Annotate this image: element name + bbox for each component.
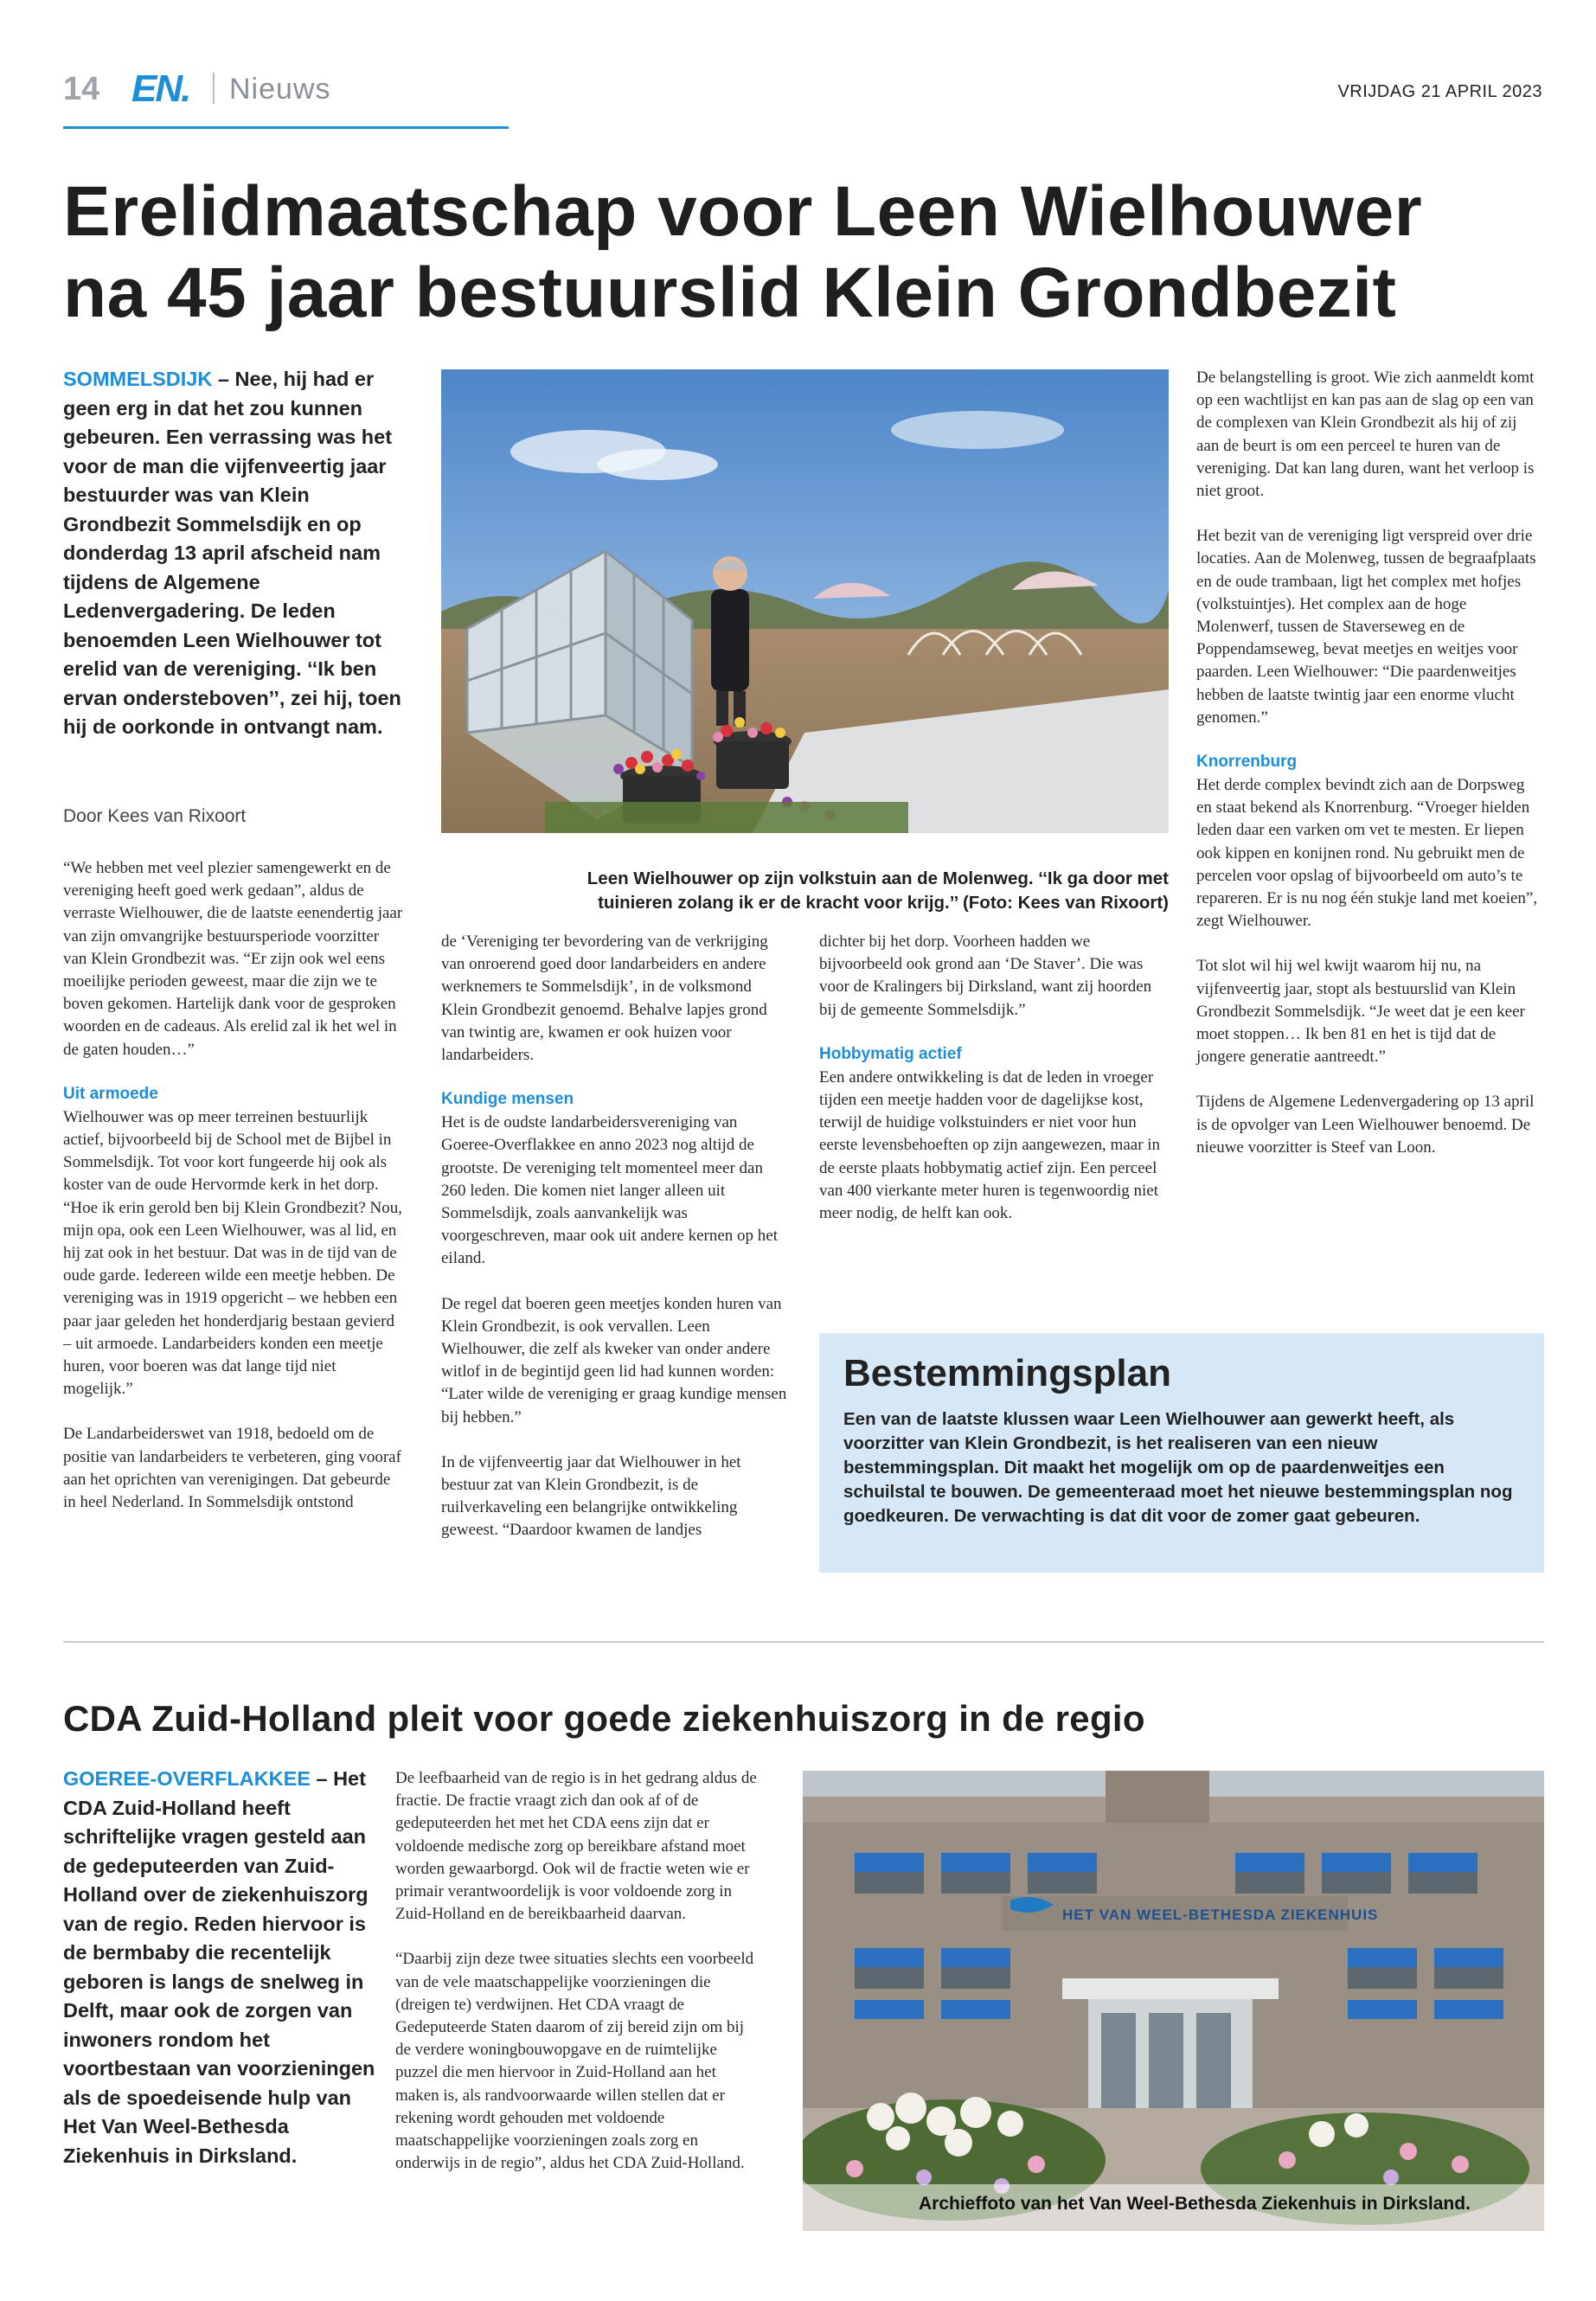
headline-line-2: na 45 jaar bestuurslid Klein Grondbezit bbox=[63, 253, 1397, 332]
subheading: Knorrenburg bbox=[1196, 753, 1298, 772]
article-column-2 bbox=[441, 931, 787, 1565]
photo2-caption: Archieffoto van het Van Weel-Bethesda Ziekenhuis in Dirksland. bbox=[919, 2194, 1471, 2214]
article-headline bbox=[63, 171, 1534, 334]
article-column-4 bbox=[1196, 367, 1542, 1182]
photo-hospital bbox=[803, 1771, 1544, 2231]
article2-column bbox=[395, 1767, 763, 2197]
intro-text: – Nee, hij had er geen erg in dat het zou kunnen gebeuren. Een verrassing was het voor de man die vijfenveertig jaar bestuurder was van Klein Grondbezit Sommelsdijk en op donderdag 13 april afscheid nam tijdens de Algemene Ledenvergadering. De leden benoemden Leen Wielhouwer tot erelid van de vereniging. ‘‘Ik ben ervan ondersteboven’’, zei hij, toen hij de oorkonde in ontvangt nam. bbox=[63, 368, 401, 738]
photo-caption bbox=[437, 867, 1169, 915]
info-box bbox=[819, 1333, 1544, 1573]
paragraph: “We hebben met veel plezier samengewerkt en de vereniging heeft goed werk gedaan”, aldus de verraste Wielhouwer, die de laatste eenendertig jaar van zijn omvangrijke bestuursperiode voorzitter van Klein Grondbezit was. “Er zijn ook wel eens moeilijke perioden geweest, maar die zijn we te boven gekomen. Hartelijk dank voor de gesproken woorden en de cadeaus. Als erelid zal ik het wel in de gaten houden…” bbox=[63, 859, 403, 1059]
paragraph: De leefbaarheid van de regio is in het gedrang aldus de fractie. De fractie vraagt zich dan ook af of de gedeputeerden het met het CDA eens zijn dat er voldoende medische zorg op bereikbare afstand moet worden gewaarborgd. Ook wil de fractie weten wie er primair verantwoordelijk is voor voldoende zorg in Zuid-Holland en de bereikbaarheid daarvan. bbox=[395, 1769, 757, 1924]
caption-line-2: tuinieren zolang ik er de kracht voor krijg.’’ (Foto: Kees van Rixoort) bbox=[598, 893, 1169, 913]
paragraph: Wielhouwer was op meer terreinen bestuurlijk actief, bijvoorbeeld bij de School met de Bijbel in Sommelsdijk. Tot voor kort fungeerde hij ook als koster van de oude Hervormde kerk in het dorp. “Hoe ik erin gerold ben bij Klein Grondbezit? Nou, mijn opa, ook een Leen Wielhouwer, was al lid, en hij zat ook in het bestuur. Dat was in de tijd van de oude garde. Iedereen wilde een meetje hebben. De vereniging was in 1919 opgericht – we hebben een paar jaar geleden het honderdjarig bestaan gevierd – uit armoede. Landarbeiders konden een meetje huren, voor boeren was dat lange tijd niet mogelijk.” bbox=[63, 1107, 403, 1399]
paragraph: Tot slot wil hij wel kwijt waarom hij nu, na vijfenveertig jaar, stopt als bestuurslid van Klein Grondbezit Sommelsdijk. “Je weet dat je een keer moet stoppen… Ik ben 81 en het is tijd dat de jongere generatie aantreedt.” bbox=[1196, 957, 1525, 1067]
header-separator bbox=[213, 73, 215, 104]
paragraph: Tijdens de Algemene Ledenvergadering op 13 april is de opvolger van Leen Wielhouwer benoemd. De nieuwe voorzitter is Steef van Loon. bbox=[1196, 1093, 1535, 1157]
paragraph: De belangstelling is groot. Wie zich aanmeldt komt op een wachtlijst en kan pas aan de slag op een van de complexen van Klein Grondbezit als hij of zij aan de beurt is om een perceel te huren van de vereniging. Dat kan lang duren, want het verloop is niet groot. bbox=[1196, 369, 1535, 501]
paragraph: Een andere ontwikkeling is dat de leden in vroeger tijden een meetje hadden voor de dagelijkse kost, terwijl de huidige volkstuinders er niet voor hun eerste levensbehoeften op zijn aangewezen, maar in de eerste plaats hobbymatig actief zijn. Een perceel van 400 vierkante meter huren is tegenwoordig niet meer nodig, de helft kan ook. bbox=[819, 1067, 1161, 1223]
subheading: Hobbymatig actief bbox=[819, 1044, 962, 1063]
page-number: 14 bbox=[63, 71, 100, 107]
article2-intro bbox=[63, 1765, 383, 2170]
article2-intro-text: – Het CDA Zuid-Holland heeft schriftelijke vragen gesteld aan de gedeputeerden van Zuid-Holland over de ziekenhuiszorg van de regio. Reden hiervoor is de bermbaby die recentelijk geboren is langs de snelweg in Delft, maar ook de zorgen van inwoners rondom het voortbestaan van voorzieningen als de spoedeisende hulp van Het Van Weel-Bethesda Ziekenhuis in Dirksland. bbox=[63, 1767, 375, 2167]
article-divider bbox=[63, 1641, 1544, 1643]
newspaper-logo: EN. bbox=[131, 67, 190, 110]
article2-dateline: GOEREE-OVERFLAKKEE bbox=[63, 1767, 311, 1790]
paragraph: dichter bij het dorp. Voorheen hadden we bijvoorbeeld ook grond aan ‘De Staver’. Die was voor de Kralingers bij Dirksland, want zij hoorden bij de gemeente Sommelsdijk.” bbox=[819, 933, 1152, 1019]
info-box-text: Een van de laatste klussen waar Leen Wielhouwer aan gewerkt heeft, als voorzitter van Klein Grondbezit, is het realiseren van een nieuw bestemmingsplan. Dit maakt het mogelijk om op de paardenweitjes een schuilstal te bouwen. De gemeenteraad moet het nieuwe bestemmingsplan nog goedkeuren. De verwachting is dat dit voor de zomer gaat gebeuren. bbox=[843, 1409, 1513, 1526]
subheading: Kundige mensen bbox=[441, 1090, 574, 1109]
paragraph: “Daarbij zijn deze twee situaties slechts een voorbeeld van de vele maatschappelijke voorzieningen die (dreigen te) verdwijnen. Het CDA vraagt de Gedeputeerde Staten daarom of zij bereid zijn om bij de verdere woningbouwopgave en de ruimtelijke puzzel die men hiervoor in Zuid-Holland aan het maken is, als randvoorwaarde willen stellen dat er rekening wordt gehouden met voldoende maatschappelijke voorzieningen zoals zorg en onderwijs in de regio”, aldus het CDA Zuid-Holland. bbox=[395, 1950, 754, 2173]
article-intro bbox=[63, 365, 409, 742]
paragraph: Het bezit van de vereniging ligt verspreid over drie locaties. Aan de Molenweg, tussen de begraafplaats en de oude trambaan, ligt het complex met hofjes (volkstuintjes). Het complex aan de hoge Molenwerf, tussen de Staverseweg en de Poppendamseweg, bevat meetjes en weitjes voor paarden. Leen Wielhouwer: “Die paardenweitjes hebben de laatste twintig jaar een enorme vlucht genomen.” bbox=[1196, 527, 1536, 727]
article-column-1 bbox=[63, 857, 405, 1536]
paragraph: Het derde complex bevindt zich aan de Dorpsweg en staat bekend als Knorrenburg. “Vroeger hielden leden daar een varken om vet te mesten. Er liepen ook kippen en konijnen rond. Nu gebruikt men de percelen voor opslag of bijvoorbeeld om auto’s te repareren. Er is nu nog één stukje land met koeien”, zegt Wielhouwer. bbox=[1196, 776, 1538, 931]
paragraph: Het is de oudste landarbeidersvereniging van Goeree-Overflakkee en anno 2023 nog altijd de grootste. De vereniging telt momenteel meer dan 260 leden. Die komen niet langer alleen uit Sommelsdijk, zoals aanvankelijk was voorgeschreven, maar ook uit andere kernen op het eiland. bbox=[441, 1113, 778, 1268]
header-rule bbox=[63, 126, 509, 129]
dateline: SOMMELSDIJK bbox=[63, 368, 213, 390]
info-box-title: Bestemmingsplan bbox=[843, 1352, 1171, 1394]
paragraph: In de vijfenveertig jaar dat Wielhouwer in het bestuur zat van Klein Grondbezit, is de ruilverkaveling een belangrijke ontwikkeling geweest. “Daardoor kwamen de landjes bbox=[441, 1452, 741, 1540]
byline: Door Kees van Rixoort bbox=[63, 806, 247, 826]
article2-headline: CDA Zuid-Holland pleit voor goede ziekenhuiszorg in de regio bbox=[63, 1698, 1145, 1739]
caption-line-1: Leen Wielhouwer op zijn volkstuin aan de Molenweg. ‘‘Ik ga door met bbox=[586, 868, 1169, 888]
paragraph: de ‘Vereniging ter bevordering van de verkrijging van onroerend goed door landarbeiders en andere werknemers te Sommelsdijk’, in de volksmond Klein Grondbezit genoemd. Behalve lapjes grond van twintig are, kwamen er ook huizen voor landarbeiders. bbox=[441, 933, 768, 1065]
paragraph: De Landarbeiderswet van 1918, bedoeld om de positie van landarbeiders te verbeteren, ging vooraf aan het oprichten van verenigingen. Dat gebeurde in heel Nederland. In Sommelsdijk ontstond bbox=[63, 1425, 401, 1512]
building-sign: HET VAN WEEL-BETHESDA ZIEKENHUIS bbox=[1062, 1907, 1379, 1923]
issue-date: VRIJDAG 21 APRIL 2023 bbox=[1337, 82, 1542, 101]
headline-line-1: Erelidmaatschap voor Leen Wielhouwer bbox=[63, 172, 1423, 251]
article-column-3 bbox=[819, 931, 1161, 1247]
photo-greenhouse bbox=[441, 369, 1169, 833]
section-name: Nieuws bbox=[229, 73, 331, 106]
subheading: Uit armoede bbox=[63, 1084, 158, 1103]
paragraph: De regel dat boeren geen meetjes konden huren van Klein Grondbezit, is ook vervallen. Leen Wielhouwer, die zelf als kweker van onder andere witlof in de begintijd geen lid had kunnen worden: “Later wilde de vereniging er graag kundige mensen bij hebben.” bbox=[441, 1294, 787, 1426]
